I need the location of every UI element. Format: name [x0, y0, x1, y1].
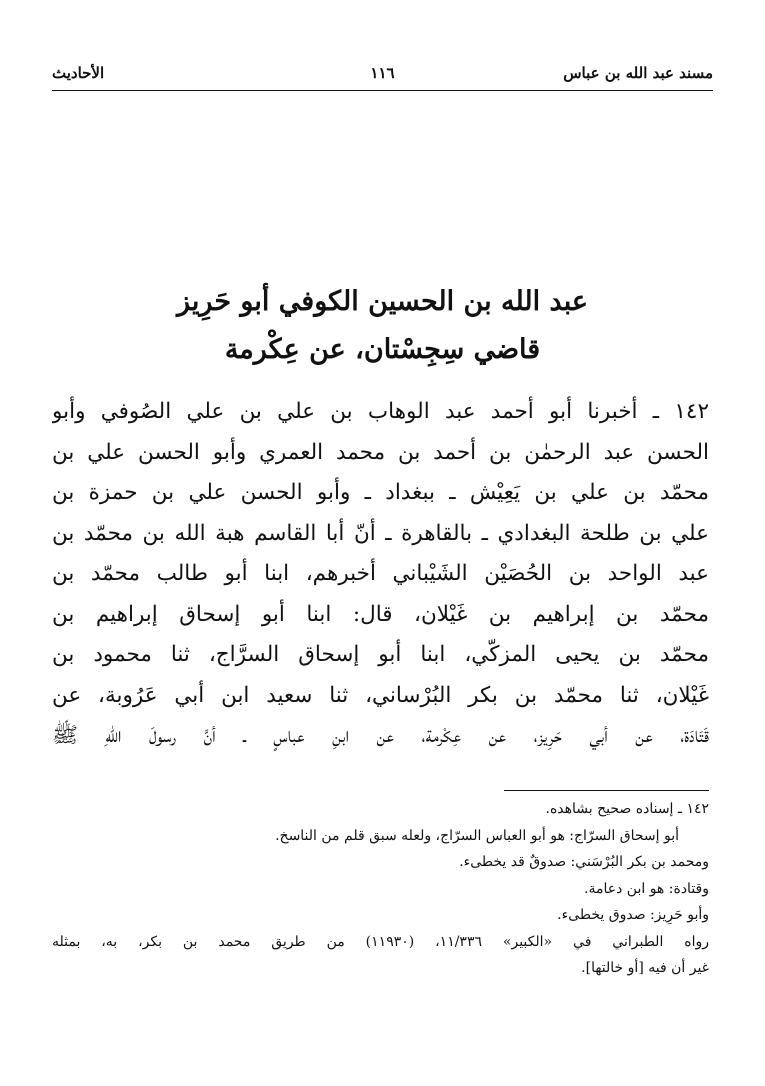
- footnote-line: ومحمد بن بكر البُرْسَني: صدوقٌ قد يخطىء.: [459, 854, 709, 870]
- footnote-divider: [504, 790, 709, 791]
- chapter-title: [60, 278, 705, 374]
- footnote-line: وقتادة: هو ابن دعامة.: [584, 880, 709, 897]
- hadith-text: [52, 392, 709, 757]
- hadith-line: قَتَادَة، عن أبي حَرِيز، عن عِكْرمة، عن ابنِ عباسٍ ـ أنَّ رسولَ اللهِ ﷺ: [52, 723, 709, 748]
- hadith-line: محمّد بن علي بن يَعِيْش ـ ببغداد ـ وأبو الحسن علي بن حمزة بن: [52, 480, 709, 505]
- hadith-line: محمّد بن إبراهيم بن غَيْلان، قال: ابنا أبو إسحاق إبراهيم بن: [52, 601, 709, 627]
- hadith-line: ١٤٢ ـ أخبرنا أبو أحمد عبد الوهاب بن علي بن علي الصُوفي وأبو: [52, 399, 709, 424]
- running-header: [52, 58, 713, 91]
- hadith-line: محمّد بن يحيى المزكّي، ابنا أبو إسحاق السرَّاج، ثنا محمود بن: [52, 642, 709, 667]
- footnote-line: ١٤٢ ـ إسناده صحيح بشاهده.: [545, 801, 709, 817]
- header-book-title: مسند عبد الله بن عباس: [563, 64, 713, 82]
- header-section-title: الأحاديث: [52, 64, 105, 82]
- footnote-line: غير أن فيه [أو خالتها].: [581, 960, 709, 976]
- hadith-line: عبد الواحد بن الحُصَيْن الشَيْباني أخبرهم، ابنا أبو طالب محمّد بن: [52, 561, 709, 586]
- footnote-line: أبو إسحاق السرّاج: هو أبو العباس السرّاج، ولعله سبق قلم من الناسخ.: [275, 827, 679, 844]
- hadith-line: علي بن طلحة البغدادي ـ بالقاهرة ـ أنّ أبا القاسم هبة الله بن محمّد بن: [52, 520, 709, 546]
- chapter-title-line-1: عبد الله بن الحسين الكوفي أبو حَرِيز: [177, 286, 588, 317]
- footnote-line: وأبو حَرِيز: صدوق يخطىء.: [557, 907, 709, 923]
- footnotes: [52, 796, 709, 982]
- header-page-number: ١١٦: [370, 64, 395, 82]
- footnote-line: رواه الطبراني في «الكبير» ١١/٣٣٦، (١١٩٣٠) من طريق محمد بن بكر، به، بمثله: [52, 933, 710, 950]
- hadith-line: غَيْلان، ثنا محمّد بن بكر البُرْساني، ثنا سعيد ابن أبي عَرُوبة، عن: [52, 682, 709, 708]
- hadith-line: الحسن عبد الرحمٰن بن أحمد بن محمد العمري وأبو الحسن علي بن: [52, 439, 709, 465]
- chapter-title-line-2: قاضي سِجِسْتان، عن عِكْرمة: [224, 334, 541, 365]
